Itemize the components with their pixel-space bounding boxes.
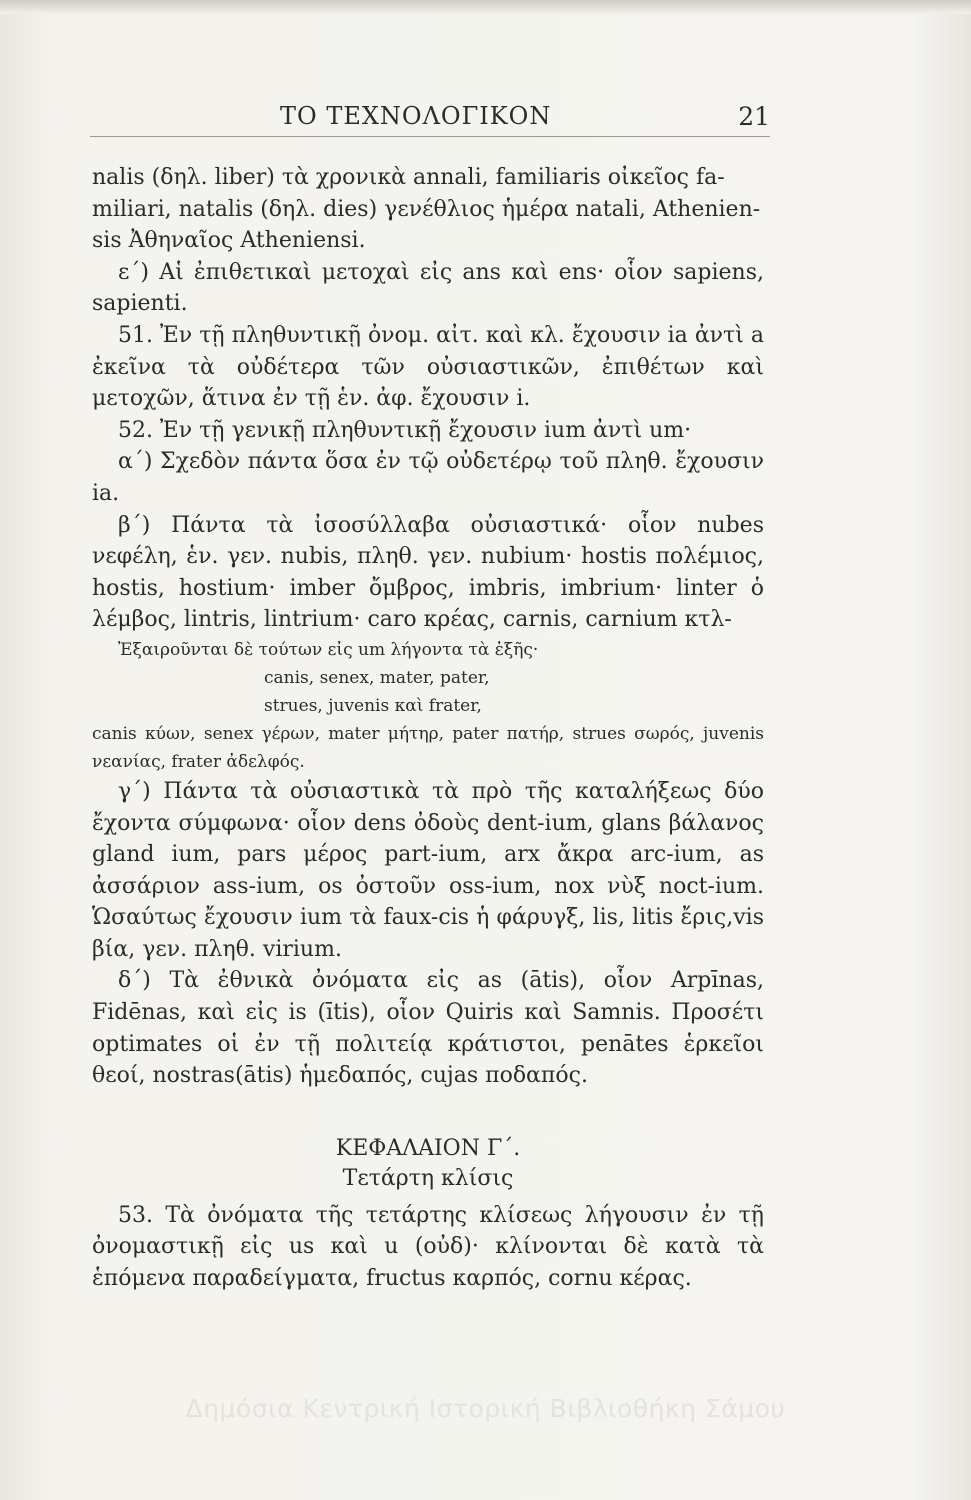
paragraph-52: 52. Ἐν τῇ γενικῇ πληθυντικῇ ἔχουσιν ium ἀντὶ um·: [118, 417, 692, 443]
chapter-subtitle: Τετάρτη κλίσις: [342, 1165, 514, 1191]
chapter-title: ΚΕΦΑΛΑΙΟΝ Γ΄.: [335, 1135, 521, 1161]
verse-gloss: canis κύων, senex γέρων, mater μήτηρ, pater πατήρ, strues σωρός, juvenis νεανίας, frater ἀδελφός.: [92, 723, 764, 772]
paragraph-51: 51. Ἐν τῇ πληθυντικῇ ὀνομ. αἰτ. καὶ κλ. ἔχουσιν ia ἀντὶ a ἐκεῖνα τὰ οὐδέτερα τῶν οὐσιαστικῶν, ἐπιθέτων καὶ μετοχῶν, ἅτινα ἐν τῇ ἑν. ἀφ. ἔχουσιν i.: [92, 322, 764, 412]
text-line: miliari, natalis (δηλ. dies) γενέθλιος ἡμέρα natali, Athenien-: [92, 196, 761, 222]
running-header: [90, 102, 770, 138]
page-body: [92, 162, 764, 1295]
paragraph-e: ε΄) Αἱ ἐπιθετικαὶ μετοχαὶ εἰς ans καὶ ens· οἷον sapiens, sapienti.: [92, 259, 764, 317]
page-edge-shadow: [0, 0, 971, 14]
exception-intro: Ἐξαιροῦνται δὲ τούτων εἰς um λήγοντα τὰ ἑξῆς·: [118, 639, 539, 660]
paragraph-g: γ΄) Πάντα τὰ οὐσιαστικὰ τὰ πρὸ τῆς καταλήξεως δύο ἔχοντα σύμφωνα· οἷον dens ὀδοὺς dent-ium, glans βάλανος gland ium, pars μέρος part-ium, arx ἄκρα arc-ium, as ἀσσάριον ass-ium, os ὀστοῦν oss-ium, nox νὺξ noct-ium. Ὡσαύτως ἔχουσιν ium τὰ faux-cis ἡ φάρυγξ, lis, litis ἔρις,vis βία, γεν. πληθ. virium.: [92, 778, 764, 962]
paragraph-d: δ΄) Τὰ ἐθνικὰ ὀνόματα εἰς as (ātis), οἷον Arpīnas, Fidēnas, καὶ εἰς is (ītis), οἷον Quiris καὶ Samnis. Προσέτι optimates οἱ ἐν τῇ πολιτείᾳ κράτιστοι, penātes ἑρκεῖοι θεοί, nostras(ātis) ἡμεδαπός, cujas ποδαπός.: [92, 968, 764, 1089]
running-title: ΤΟ ΤΕΧΝΟΛΟΓΙΚΟΝ: [280, 102, 552, 130]
paragraph-b: β΄) Πάντα τὰ ἰσοσύλλαβα οὐσιαστικά· οἷον nubes νεφέλη, ἑν. γεν. nubis, πληθ. γεν. nubium· hostis πολέμιος, hostis, hostium· imber ὄμβρος, imbris, imbrium· linter ὁ λέμβος, lintris, lintrium· caro κρέας, carnis, carnium κτλ-: [92, 512, 764, 633]
paragraph-53: 53. Τὰ ὀνόματα τῆς τετάρτης κλίσεως λήγουσιν ἐν τῇ ὀνομαστικῇ εἰς us καὶ u (οὐδ)· κλίνονται δὲ κατὰ τὰ ἑπόμενα παραδείγματα, fructus καρπός, cornu κέρας.: [92, 1202, 764, 1292]
text-line: sis Ἀθηναῖος Atheniensi.: [92, 228, 366, 254]
paragraph-a: α΄) Σχεδὸν πάντα ὅσα ἐν τῷ οὐδετέρῳ τοῦ πληθ. ἔχουσιν ia.: [92, 449, 764, 506]
header-rule: [90, 136, 770, 137]
verse-line: canis, senex, mater, pater,: [264, 667, 490, 688]
text-line: nalis (δηλ. liber) τὰ χρονικὰ annali, familiaris οἰκεῖος fa-: [92, 165, 725, 190]
verse-line: strues, juvenis καὶ frater,: [264, 695, 482, 716]
library-watermark: Δημόσια Κεντρική Ιστορική Βιβλιοθήκη Σάμου: [185, 1394, 786, 1423]
page-number: 21: [738, 102, 770, 131]
